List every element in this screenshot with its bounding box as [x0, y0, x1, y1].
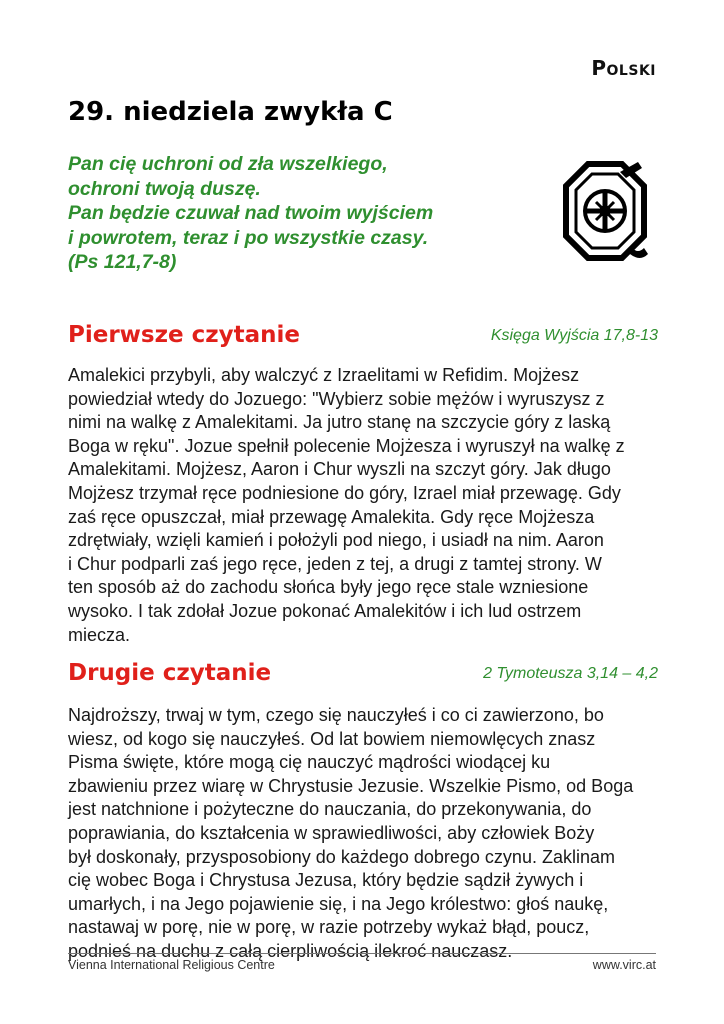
text-line: Pisma święte, które mogą cię nauczyć mądrości wiodącej ku: [68, 752, 551, 773]
page-title: 29. niedziela zwykła C: [68, 97, 393, 127]
first-reading-reference: Księga Wyjścia 17,8-13: [490, 327, 658, 344]
second-reading-reference: 2 Tymoteusza 3,14 – 4,2: [483, 665, 658, 682]
text-line: jest natchnione i pożyteczne do nauczania, do przekonywania, do: [68, 799, 592, 820]
text-line: Amalekitami. Mojżesz, Aaron i Chur wyszli na szczyt góry. Jak długo: [68, 459, 611, 480]
second-reading-heading: Drugie czytanie: [68, 660, 272, 686]
antiphon-line: Pan cię uchroni od zła wszelkiego,: [68, 153, 388, 175]
language-label: Polski: [591, 56, 656, 80]
text-line: Boga w ręku". Jozue spełnił polecenie Mojżesza i wyruszył na walkę z: [68, 435, 625, 456]
text-line: podnieś na duchu z całą cierpliwością ilekroć nauczasz.: [68, 940, 513, 961]
text-line: ten sposób aż do zachodu słońca były jego ręce stale wzniesione: [68, 577, 589, 598]
second-reading-header: [68, 652, 658, 686]
antiphon-reference: (Ps 121,7-8): [68, 251, 177, 273]
first-reading-header: [68, 314, 658, 348]
text-line: wysoko. I tak zdołał Jozue pokonać Amalekitów i ich lud ostrzem: [68, 600, 582, 621]
text-line: powiedział wtedy do Jozuego: "Wybierz sobie mężów i wyruszysz z: [68, 388, 605, 409]
text-line: Amalekici przybyli, aby walczyć z Izraelitami w Refidim. Mojżesz: [68, 365, 580, 385]
text-line: zbawieniu przez wiarę w Chrystusie Jezusie. Wszelkie Pismo, od Boga: [68, 775, 634, 796]
antiphon-line: Pan będzie czuwał nad twoim wyjściem: [68, 202, 434, 224]
footer-website-link[interactable]: www.virc.at: [592, 958, 656, 972]
text-line: i Chur podparli zaś jego ręce, jeden z tej, a drugi z tamtej strony. W: [68, 553, 602, 574]
text-line: umarłych, i na Jego pojawienie się, i na Jego królestwo: głoś naukę,: [68, 893, 609, 914]
text-line: cię wobec Boga i Chrystusa Jezusa, który będzie sądził żywych i: [68, 870, 584, 891]
text-line: wiesz, od kogo się nauczyłeś. Od lat bowiem niemowlęcych znasz: [68, 728, 596, 749]
text-line: zaś ręce opuszczał, miał przewagę Amalekita. Gdy ręce Mojżesza: [68, 506, 595, 527]
second-reading-text: [68, 704, 664, 964]
antiphon: [68, 152, 508, 275]
text-line: miecza.: [68, 624, 131, 645]
antiphon-line: ochroni twoją duszę.: [68, 177, 261, 200]
text-line: był doskonały, przysposobiony do każdego dobrego czynu. Zaklinam: [68, 846, 615, 867]
first-reading-text: [68, 364, 664, 647]
text-line: Mojżesz trzymał ręce podniesione do góry, Izrael miał przewagę. Gdy: [68, 482, 621, 503]
text-line: Najdroższy, trwaj w tym, czego się nauczyłeś i co ci zawierzono, bo: [68, 705, 604, 725]
first-reading-heading: Pierwsze czytanie: [68, 322, 300, 348]
virc-cross-logo-icon: [560, 158, 650, 266]
footer-organization: Vienna International Religious Centre: [68, 958, 275, 972]
antiphon-line: i powrotem, teraz i po wszystkie czasy.: [68, 226, 429, 249]
text-line: zdrętwiały, wzięli kamień i położyli pod niego, i usiadł na nim. Aaron: [68, 530, 604, 551]
text-line: poprawiania, do kształcenia w sprawiedliwości, aby człowiek Boży: [68, 822, 595, 843]
text-line: nastawaj w porę, nie w porę, w razie potrzeby wykaż błąd, poucz,: [68, 917, 590, 938]
footer-divider: [68, 953, 656, 954]
text-line: nimi na walkę z Amalekitami. Ja jutro stanę na szczycie góry z laską: [68, 412, 611, 433]
